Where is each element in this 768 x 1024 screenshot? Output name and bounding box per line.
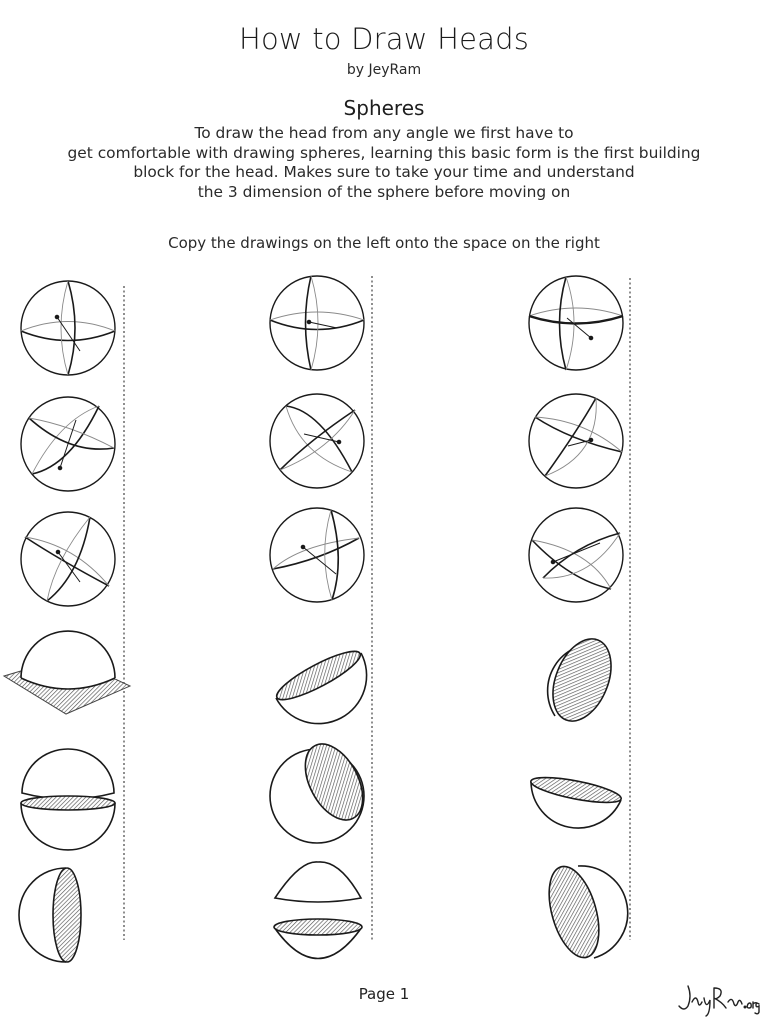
sphere-rotated-axis-drawing [21,512,115,606]
sphere-tilted-axis-drawing [270,394,364,488]
section-title: Spheres [343,96,425,120]
sphere-cut-face-drawing [270,735,374,843]
sphere-axis-drawing [21,281,115,375]
sphere-split-halves-drawing [21,749,115,850]
sphere-top-and-bowl-drawing [274,862,362,959]
signature-logo [676,980,760,1018]
intro-line: the 3 dimension of the sphere before moving on [197,182,571,201]
hemisphere-on-plane-drawing [4,631,130,714]
sphere-tilted-axis-drawing [21,397,115,491]
author-byline: by JeyRam [346,62,422,78]
hemisphere-side-drawing [542,630,622,729]
sphere-axis-drawing [270,276,364,370]
instruction-text: Copy the drawings on the left onto the space on the right [168,234,600,252]
sphere-tilted-axis-drawing [529,394,623,488]
intro-line: To draw the head from any angle we first have to [194,124,574,142]
hemisphere-side-face-drawing [19,868,81,962]
intro-line: block for the head. Makes sure to take your time and understand [133,163,635,182]
sphere-rotated-axis-drawing [529,508,623,602]
hemisphere-side-face-drawing [540,861,628,963]
page-number: Page 1 [358,985,410,1003]
intro-line: get comfortable with drawing spheres, learning this basic form is the first building [67,143,701,162]
page-title: How to Draw Heads [238,22,530,56]
sphere-rotated-axis-drawing [270,508,364,602]
sphere-axis-drawing [529,276,623,370]
hemisphere-bowl-drawing [529,772,623,828]
hemisphere-tilted-bowl-drawing [272,644,367,724]
